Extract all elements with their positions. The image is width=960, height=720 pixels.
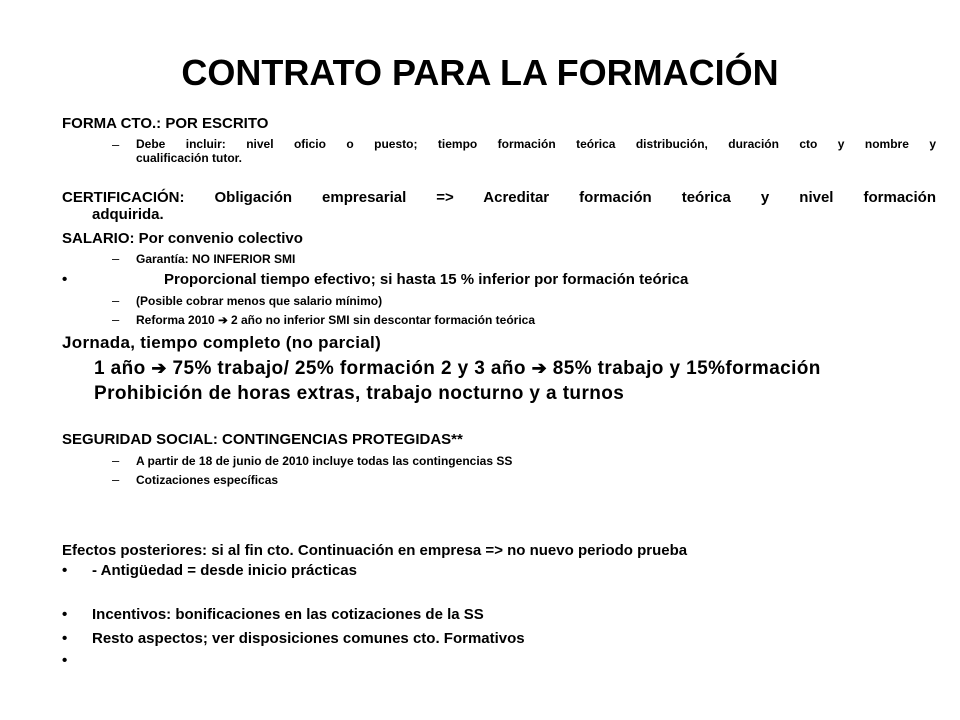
bullet-marker: • [62, 606, 68, 623]
forma-detail-line2: cualificación tutor. [136, 151, 243, 165]
salario-posible: (Posible cobrar menos que salario mínimo) [136, 294, 383, 308]
certificacion-line1: CERTIFICACIÓN: Obligación empresarial => Acreditar formación teórica y nivel formación [62, 189, 936, 206]
efectos-heading: Efectos posteriores: si al fin cto. Continuación en empresa => no nuevo periodo prueba [62, 542, 688, 559]
salario-reforma [136, 313, 535, 327]
jornada-line1 [94, 358, 821, 380]
dash-marker: – [112, 453, 120, 468]
dash-marker: – [112, 251, 120, 266]
jornada-first-year: 1 año [94, 358, 146, 379]
bullet-marker: • [62, 562, 68, 579]
salario-garantia: Garantía: NO INFERIOR SMI [136, 252, 296, 266]
seguridad-item1: A partir de 18 de junio de 2010 incluye todas las contingencias SS [136, 454, 513, 468]
bullet-marker: • [62, 630, 68, 647]
dash-marker: – [112, 312, 120, 327]
dash-marker: – [112, 137, 120, 152]
bullet-marker: • [62, 652, 68, 669]
forma-heading: FORMA CTO.: POR ESCRITO [62, 115, 269, 132]
salario-reforma-label: Reforma 2010 [136, 313, 215, 327]
seguridad-item2: Cotizaciones específicas [136, 473, 279, 487]
efectos-incentivos: Incentivos: bonificaciones en las cotizaciones de la SS [92, 606, 484, 623]
arrow-right-icon: ➔ [218, 315, 228, 327]
bullet-marker: • [62, 271, 68, 288]
certificacion-line2: adquirida. [92, 206, 164, 223]
jornada-split-later: 85% trabajo y 15%formación [552, 358, 821, 379]
jornada-heading: Jornada, tiempo completo (no parcial) [62, 333, 382, 352]
forma-detail-line1: Debe incluir: nivel oficio o puesto; tiempo formación teórica distribución, duración cto y nombre y [136, 137, 936, 151]
salario-proporcional: Proporcional tiempo efectivo; si hasta 15 % inferior por formación teórica [164, 271, 689, 288]
efectos-antiguedad: - Antigüedad = desde inicio prácticas [92, 562, 357, 579]
dash-marker: – [112, 472, 120, 487]
page-title: CONTRATO PARA LA FORMACIÓN [181, 52, 779, 93]
efectos-resto: Resto aspectos; ver disposiciones comunes cto. Formativos [92, 630, 525, 647]
jornada-split-first: 75% trabajo/ 25% formación 2 y 3 año [172, 358, 526, 379]
jornada-prohibicion: Prohibición de horas extras, trabajo nocturno y a turnos [94, 383, 625, 404]
seguridad-heading: SEGURIDAD SOCIAL: CONTINGENCIAS PROTEGIDAS** [62, 431, 463, 448]
arrow-right-icon: ➔ [531, 358, 548, 378]
salario-reforma-text: 2 año no inferior SMI sin descontar formación teórica [230, 313, 536, 327]
dash-marker: – [112, 293, 120, 308]
arrow-right-icon: ➔ [151, 358, 167, 378]
salario-heading: SALARIO: Por convenio colectivo [62, 230, 303, 247]
